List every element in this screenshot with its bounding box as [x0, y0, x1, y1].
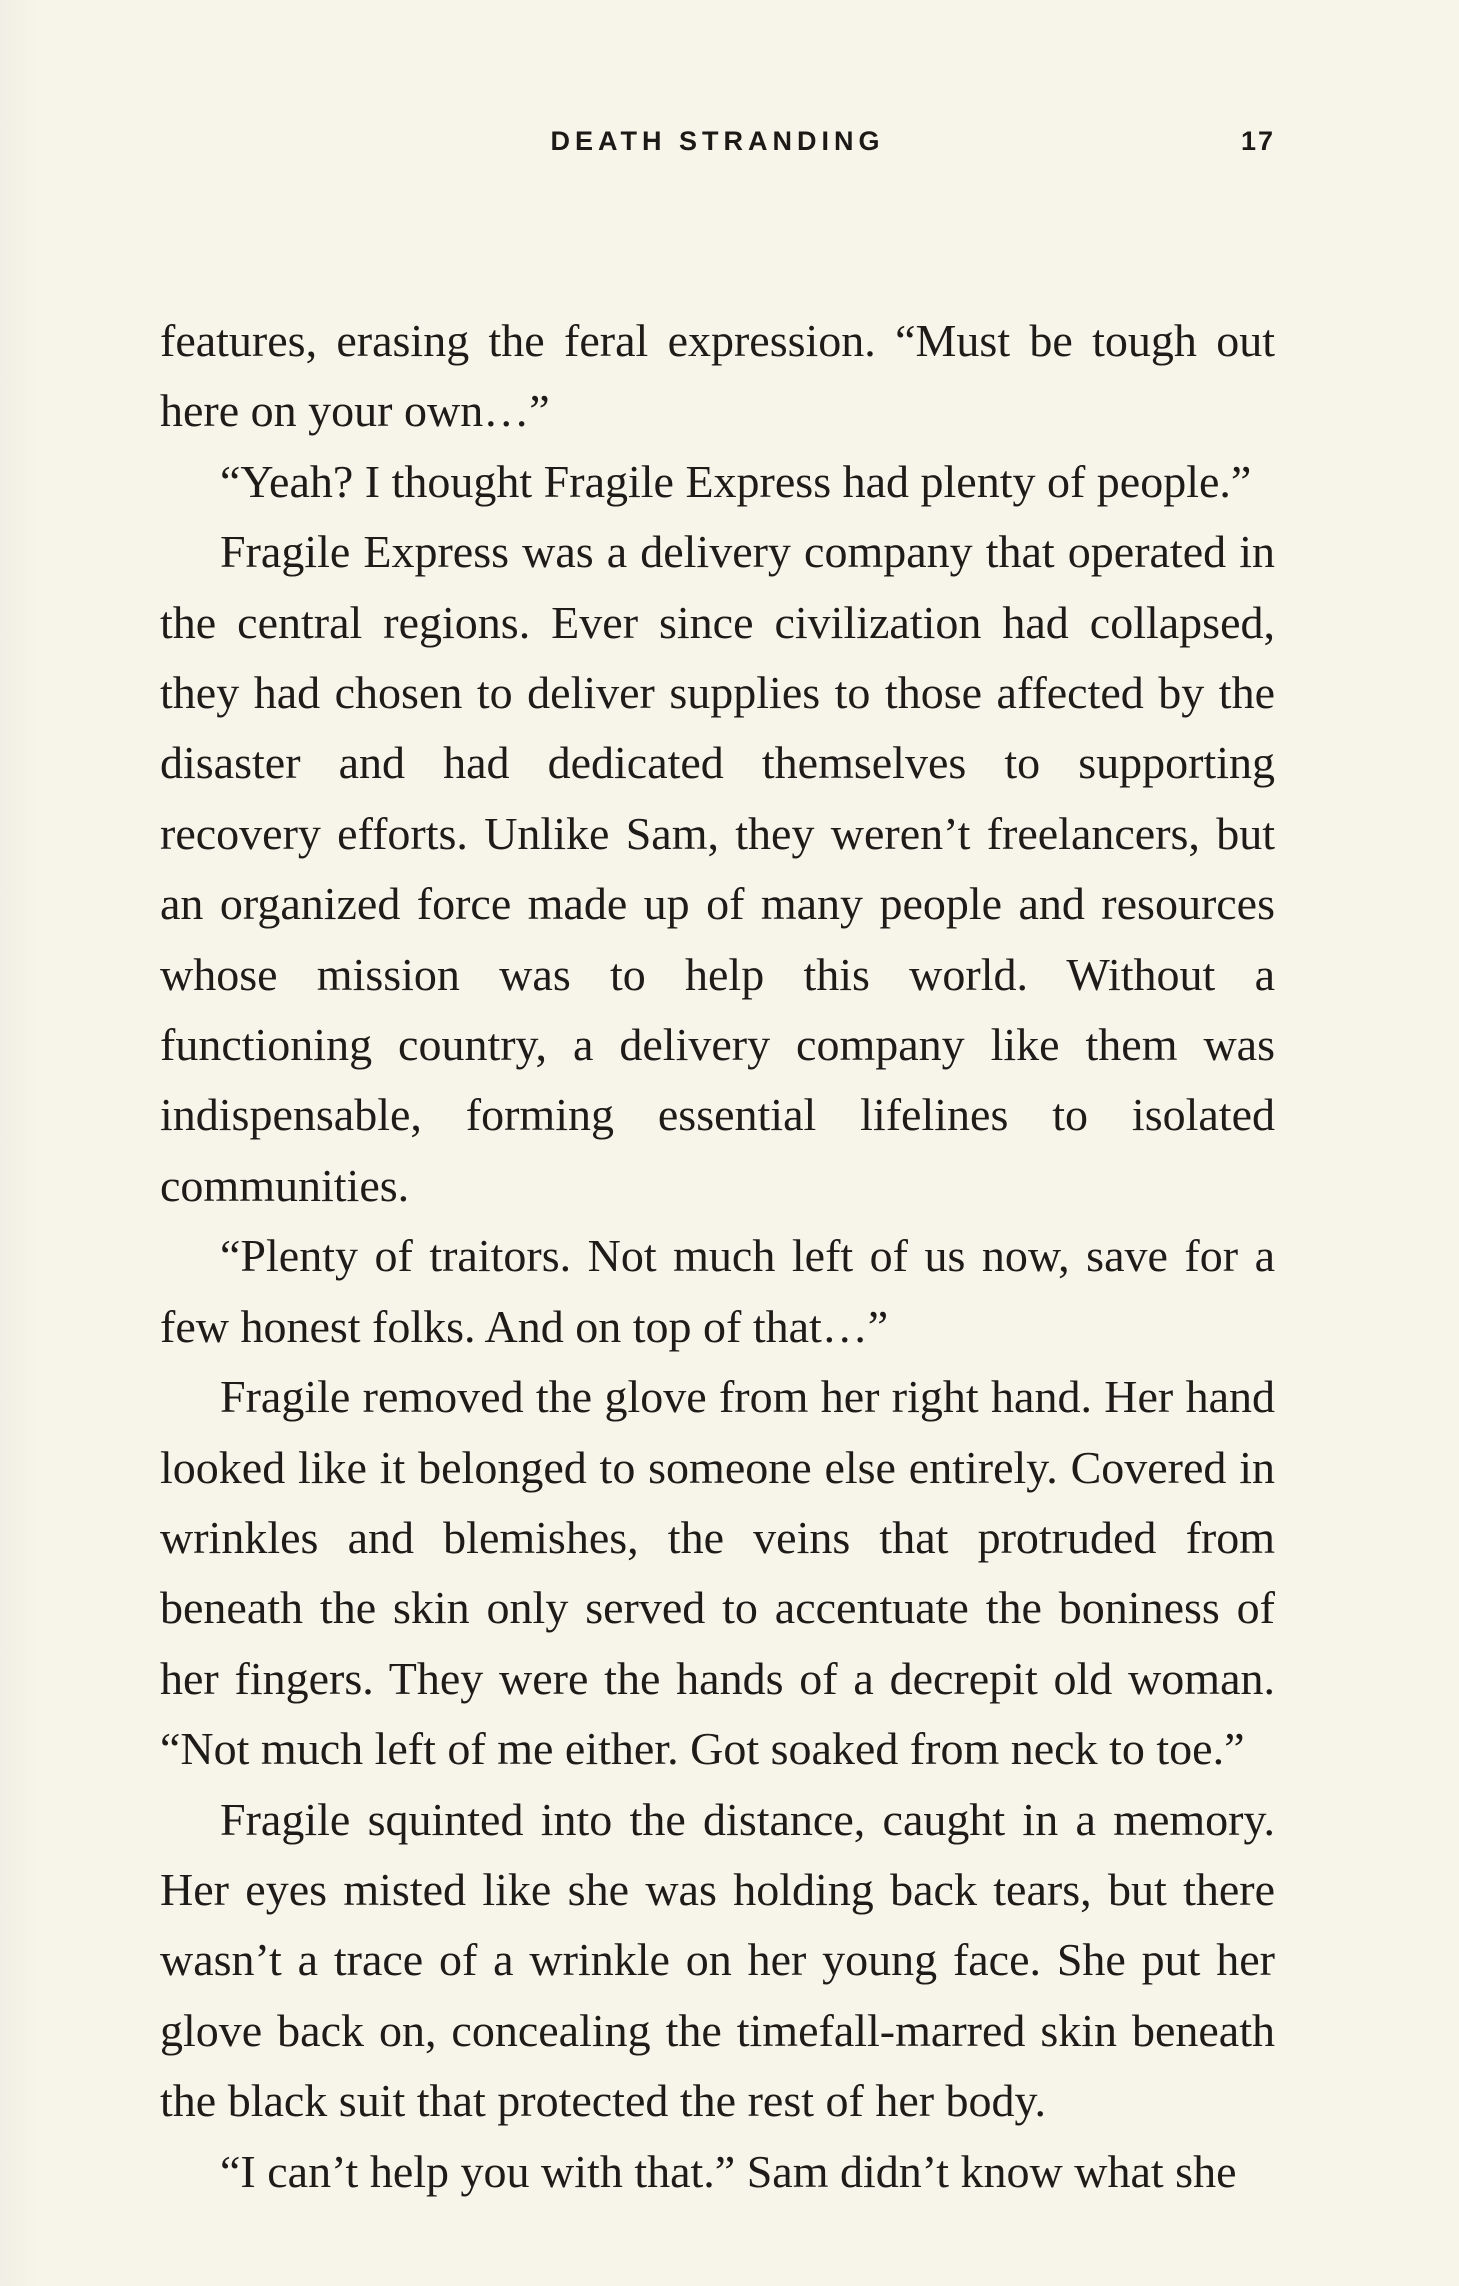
body-text: [160, 306, 1275, 2207]
paragraph: Fragile Express was a delivery company that operated in the central regions. Ever since civilization had collapsed, they had chosen to deliver supplies to those affected by the disaster and had dedicated themselves to supporting recovery efforts. Unlike Sam, they weren’t freelancers, but an organized force made up of many people and resources whose mission was to help this world. Without a functioning country, a delivery company like them was indispensable, forming essential lifelines to isolated communities.: [160, 526, 1275, 1211]
paragraph: “Plenty of traitors. Not much left of us now, save for a few honest folks. And on top of that…”: [160, 1230, 1275, 1352]
running-head: [160, 126, 1275, 166]
book-title: DEATH STRANDING: [550, 126, 885, 156]
paragraph: features, erasing the feral expression. “Must be tough out here on your own…”: [160, 315, 1275, 437]
paragraph: Fragile squinted into the distance, caught in a memory. Her eyes misted like she was holding back tears, but there wasn’t a trace of a wrinkle on her young face. She put her glove back on, concealing the timefall-marred skin beneath the black suit that protected the rest of her body.: [160, 1793, 1275, 2127]
paragraph: “I can’t help you with that.” Sam didn’t know what she: [220, 2145, 1237, 2197]
page-number: 17: [1240, 126, 1275, 156]
paragraph: Fragile removed the glove from her right hand. Her hand looked like it belonged to someone else entirely. Covered in wrinkles and blemishes, the veins that protruded from beneath the skin only served to accentuate the boniness of her fingers. They were the hands of a decrepit old woman. “Not much left of me either. Got soaked from neck to toe.”: [160, 1371, 1275, 1775]
paragraph: “Yeah? I thought Fragile Express had plenty of people.”: [220, 455, 1252, 507]
